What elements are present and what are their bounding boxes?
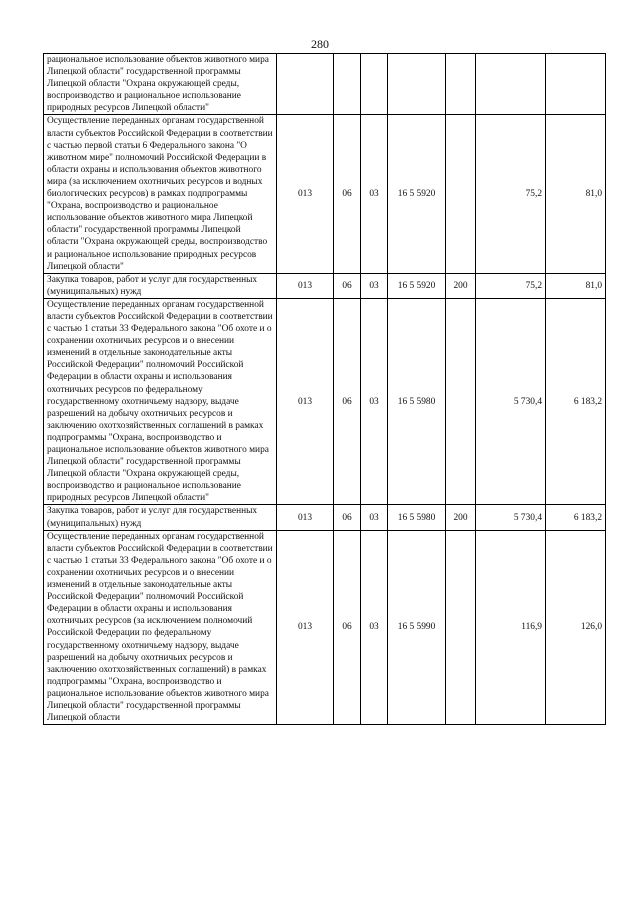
amount-year-2-cell: 81,0 xyxy=(546,273,606,298)
section-code-cell: 06 xyxy=(334,530,361,725)
amount-year-1-cell: 5 730,4 xyxy=(476,505,546,530)
target-article-cell: 16 5 5980 xyxy=(388,298,446,505)
amount-year-2-cell: 6 183,2 xyxy=(546,505,606,530)
row-name-cell: Закупка товаров, работ и услуг для государственных (муниципальных) нужд xyxy=(44,273,277,298)
amount-year-1-cell: 75,2 xyxy=(476,115,546,273)
amount-year-2-cell: 126,0 xyxy=(546,530,606,725)
subsection-code-cell: 03 xyxy=(361,115,388,273)
row-name-cell: Закупка товаров, работ и услуг для государственных (муниципальных) нужд xyxy=(44,505,277,530)
target-article-cell xyxy=(388,54,446,115)
expense-type-cell: 200 xyxy=(446,505,476,530)
subsection-code-cell: 03 xyxy=(361,505,388,530)
table-row xyxy=(44,505,606,530)
ministry-code-cell xyxy=(277,54,334,115)
amount-year-1-cell: 5 730,4 xyxy=(476,298,546,505)
subsection-code-cell: 03 xyxy=(361,298,388,505)
row-name-cell: Осуществление переданных органам государственной власти субъектов Российской Федерации в соответствии с частью первой статьи 6 Федерального закона "О животном мире" полномочий Российской Федерации в области охраны и использования объектов животного мира (за исключением охотничьих ресурсов и водных биологических ресурсов) в рамках подпрограммы "Охрана, воспроизводство и рациональное использование объектов животного мира Липецкой области" государственной программы Липецкой области "Охрана окружающей среды, воспроизводство и рациональное использование природных ресурсов Липецкой области" xyxy=(44,115,277,273)
section-code-cell: 06 xyxy=(334,273,361,298)
amount-year-1-cell: 75,2 xyxy=(476,273,546,298)
table-row xyxy=(44,530,606,725)
row-name-cell: Осуществление переданных органам государственной власти субъектов Российской Федерации в соответствии с частью 1 статьи 33 Федерального закона "Об охоте и о сохранении охотничьих ресурсов и о внесении изменений в отдельные законодательные акты Российской Федерации" полномочий Российской Федерации в области охраны и использования охотничьих ресурсов по федеральному государственному охотничьему надзору, выдаче разрешений на добычу охотничьих ресурсов и заключению охотхозяйственных соглашений в рамках подпрограммы "Охрана, воспроизводство и рациональное использование объектов животного мира Липецкой области" государственной программы Липецкой области "Охрана окружающей среды, воспроизводство и рациональное использование природных ресурсов Липецкой области" xyxy=(44,298,277,505)
amount-year-1-cell: 116,9 xyxy=(476,530,546,725)
ministry-code-cell: 013 xyxy=(277,530,334,725)
amount-year-2-cell: 81,0 xyxy=(546,115,606,273)
target-article-cell: 16 5 5920 xyxy=(388,273,446,298)
subsection-code-cell: 03 xyxy=(361,530,388,725)
section-code-cell: 06 xyxy=(334,505,361,530)
budget-table xyxy=(43,53,606,725)
amount-year-2-cell xyxy=(546,54,606,115)
expense-type-cell: 200 xyxy=(446,273,476,298)
table-row xyxy=(44,115,606,273)
ministry-code-cell: 013 xyxy=(277,505,334,530)
expense-type-cell xyxy=(446,115,476,273)
table-row xyxy=(44,54,606,115)
amount-year-1-cell xyxy=(476,54,546,115)
row-name-cell: Осуществление переданных органам государственной власти субъектов Российской Федерации в соответствии с частью 1 статьи 33 Федерального закона "Об охоте и о сохранении охотничьих ресурсов и о внесении изменений в отдельные законодательные акты Российской Федерации" полномочий Российской Федерации в области охраны и использования охотничьих ресурсов (за исключением полномочий Российской Федерации по федеральному государственному охотничьему надзору, выдаче разрешений на добычу охотничьих ресурсов и заключению охотхозяйственных соглашений) в рамках подпрограммы "Охрана, воспроизводство и рациональное использование объектов животного мира Липецкой области" государственной программы Липецкой области xyxy=(44,530,277,725)
row-name-cell: рациональное использование объектов животного мира Липецкой области" государственной программы Липецкой области "Охрана окружающей среды, воспроизводство и рациональное использование природных ресурсов Липецкой области" xyxy=(44,54,277,115)
table-row xyxy=(44,273,606,298)
expense-type-cell xyxy=(446,530,476,725)
page-number: 280 xyxy=(311,37,329,51)
subsection-code-cell xyxy=(361,54,388,115)
expense-type-cell xyxy=(446,298,476,505)
section-code-cell: 06 xyxy=(334,298,361,505)
budget-table-body xyxy=(44,54,606,725)
target-article-cell: 16 5 5980 xyxy=(388,505,446,530)
ministry-code-cell: 013 xyxy=(277,298,334,505)
ministry-code-cell: 013 xyxy=(277,273,334,298)
subsection-code-cell: 03 xyxy=(361,273,388,298)
target-article-cell: 16 5 5920 xyxy=(388,115,446,273)
ministry-code-cell: 013 xyxy=(277,115,334,273)
expense-type-cell xyxy=(446,54,476,115)
table-row xyxy=(44,298,606,505)
target-article-cell: 16 5 5990 xyxy=(388,530,446,725)
amount-year-2-cell: 6 183,2 xyxy=(546,298,606,505)
section-code-cell: 06 xyxy=(334,115,361,273)
section-code-cell xyxy=(334,54,361,115)
